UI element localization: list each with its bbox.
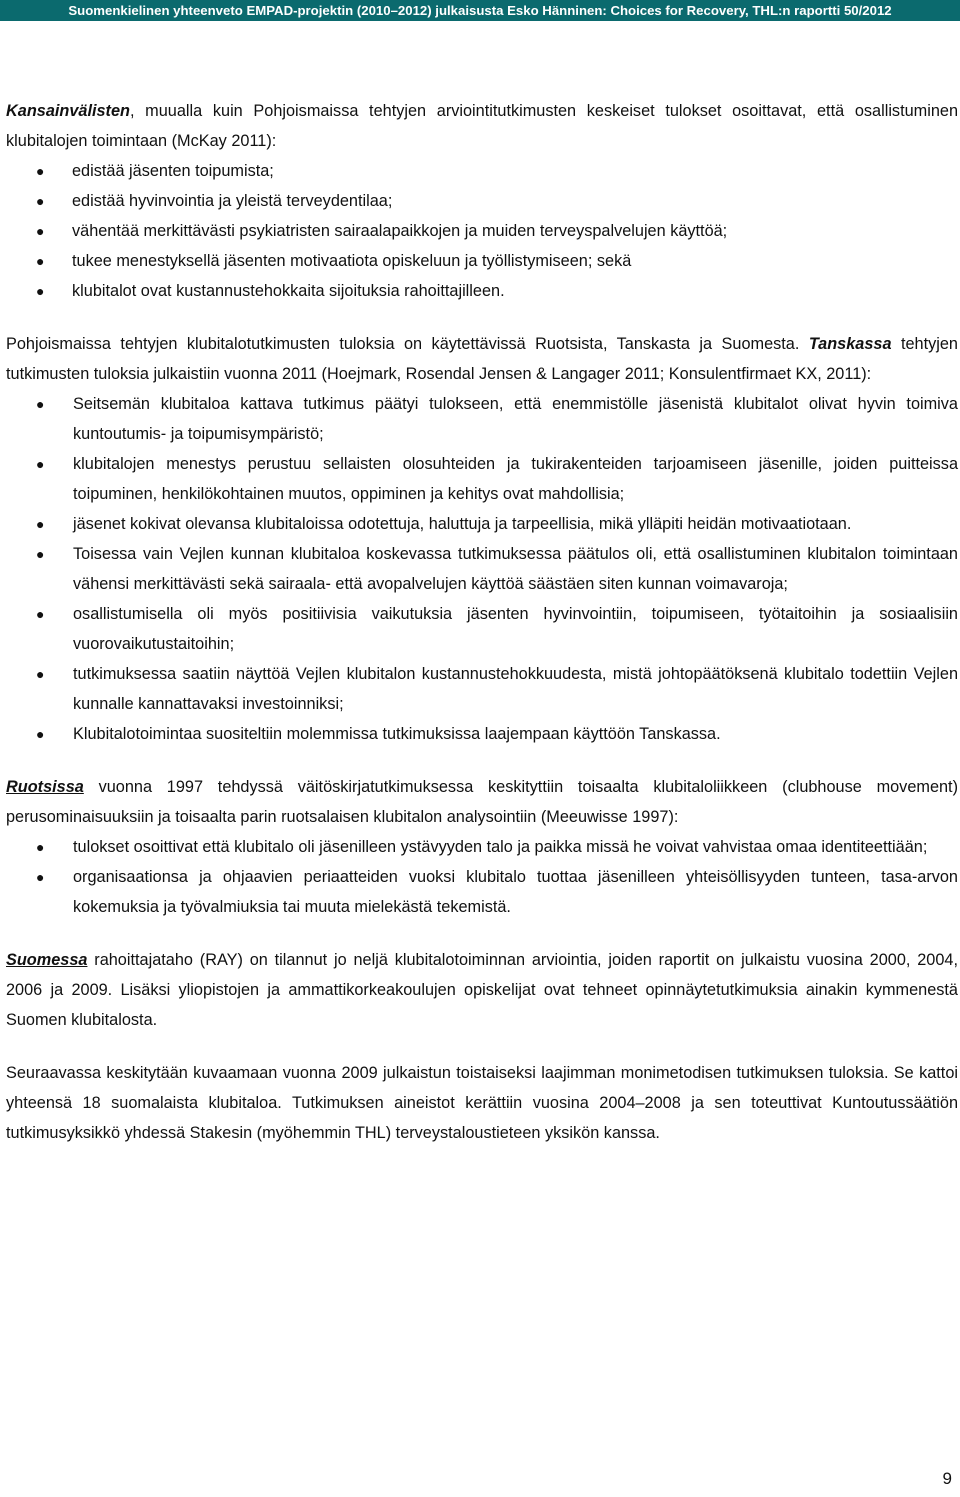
bullet-icon: ● [36,839,45,855]
list-item: ● Seitsemän klubitaloa kattava tutkimus päätyi tulokseen, että enemmistölle jäsenistä klubitalot olivat hyvin toimiva kuntoutumis- ja toipumisympäristö; [6,389,958,449]
list-item: ● edistää jäsenten toipumista; [6,156,958,186]
paragraph-international-text: , muualla kuin Pohjoismaissa tehtyjen arviointitutkimusten keskeiset tulokset osoittavat, että osallistuminen klubitalojen toimintaan (McKay 2011): [6,102,958,150]
list-item: ● Klubitalotoimintaa suositeltiin molemmissa tutkimuksissa laajempaan käyttöön Tanskassa. [6,719,958,749]
list-item: ● tulokset osoittivat että klubitalo oli jäsenilleen ystävyyden talo ja paikka missä he voivat vahvistaa omaa identiteettiään; [6,832,958,862]
bullet-icon: ● [36,869,45,885]
bullet-icon: ● [36,193,45,209]
paragraph-sweden [6,772,958,832]
running-header [0,0,960,21]
list-item: ● klubitalojen menestys perustuu sellaisten olosuhteiden ja tukirakenteiden tarjoamiseen jäsenille, joiden puitteissa toipuminen, henkilökohtainen muutos, oppiminen ja kehitys ovat mahdollisia; [6,449,958,509]
list-item: ● klubitalot ovat kustannustehokkaita sijoituksia rahoittajilleen. [6,276,958,306]
bullet-icon: ● [36,666,45,682]
paragraph-nordic-sentence: Pohjoismaissa tehtyjen klubitalotutkimusten tuloksia on käytettävissä Ruotsista, Tanskasta ja Suomesta. [6,335,800,353]
bullet-icon: ● [36,606,45,622]
paragraph-sweden-text: vuonna 1997 tehdyssä väitöskirjatutkimuksessa keskityttiin toisaalta klubitaloliikkeen (clubhouse movement) perusominaisuuksiin ja toisaalta parin ruotsalaisen klubitalon analysointiin (Meeuwisse 1997): [6,778,958,826]
list-item: ● organisaationsa ja ohjaavien periaatteiden vuoksi klubitalo tuottaa jäsenilleen yhteisöllisyyden tunteen, tasa-arvon kokemuksia ja työvalmiuksia tai muuta mielekästä tekemistä. [6,862,958,922]
bullet-icon: ● [36,163,45,179]
list-item: ● tutkimuksessa saatiin näyttöä Vejlen klubitalon kustannustehokkuudesta, mistä johtopäätöksenä klubitalo todettiin Vejlen kunnalle kannattavaksi investoinniksi; [6,659,958,719]
bullet-icon: ● [36,546,45,562]
paragraph-following [6,1058,958,1148]
paragraph-denmark-text: tehtyjen tutkimusten tuloksia julkaistiin vuonna 2011 (Hoejmark, Rosendal Jensen & Langager 2011; Konsulentfirmaet KX, 2011): [6,335,958,383]
lead-international: Kansainvälisten [6,102,130,120]
bullet-icon: ● [36,283,45,299]
list-item: ● Toisessa vain Vejlen kunnan klubitaloa koskevassa tutkimuksessa päätulos oli, että osallistuminen klubitalon toimintaan vähensi merkittävästi sekä sairaala- että avopalvelujen käyttöä säästäen siten kunnan voimavaroja; [6,539,958,599]
paragraph-international [6,96,958,156]
lead-sweden: Ruotsissa [6,778,84,796]
paragraph-following-text: Seuraavassa keskitytään kuvaamaan vuonna 2009 julkaistun toistaiseksi laajimman monimetodisen tutkimuksen tuloksia. Se kattoi yhteensä 18 suomalaista klubitaloa. Tutkimuksen aineistot kerättiin vuosina 2004–2008 ja sen toteuttivat Kuntoutussäätiön tutkimusyksikkö yhdessä Stakesin (myöhemmin THL) terveystaloustieteen yksikön kanssa. [6,1064,958,1142]
bullet-icon: ● [36,516,45,532]
paragraph-denmark [6,329,958,389]
list-item: ● jäsenet kokivat olevansa klubitaloissa odotettuja, haluttuja ja tarpeellisia, mikä ylläpiti heidän motivaatiotaan. [6,509,958,539]
bullet-icon: ● [36,456,45,472]
page-body [6,96,958,1148]
lead-finland: Suomessa [6,951,88,969]
page-number: 9 [942,1469,952,1488]
list-item: ● edistää hyvinvointia ja yleistä terveydentilaa; [6,186,958,216]
list-item: ● tukee menestyksellä jäsenten motivaatiota opiskeluun ja työllistymiseen; sekä [6,246,958,276]
lead-denmark: Tanskassa [808,335,892,353]
bullet-list-denmark [6,389,958,749]
bullet-list-sweden [6,832,958,922]
bullet-icon: ● [36,726,45,742]
bullet-list-international [6,156,958,306]
bullet-icon: ● [36,396,45,412]
paragraph-finland [6,945,958,1035]
list-item: ● osallistumisella oli myös positiivisia vaikutuksia jäsenten hyvinvointiin, toipumiseen, työtaitoihin ja sosiaalisiin vuorovaikutustaitoihin; [6,599,958,659]
paragraph-finland-text: rahoittajataho (RAY) on tilannut jo neljä klubitalotoiminnan arviointia, joiden raportit on julkaistu vuosina 2000, 2004, 2006 ja 2009. Lisäksi yliopistojen ja ammattikorkeakoulujen opiskelijat ovat tehneet opinnäytetutkimuksia ainakin kymmenestä Suomen klubitalosta. [6,951,958,1029]
list-item: ● vähentää merkittävästi psykiatristen sairaalapaikkojen ja muiden terveyspalvelujen käyttöä; [6,216,958,246]
bullet-icon: ● [36,223,45,239]
header-title: Suomenkielinen yhteenveto EMPAD-projektin (2010–2012) julkaisusta Esko Hänninen: Choices for Recovery, THL:n raportti 50/2012 [68,3,892,18]
bullet-icon: ● [36,253,45,269]
